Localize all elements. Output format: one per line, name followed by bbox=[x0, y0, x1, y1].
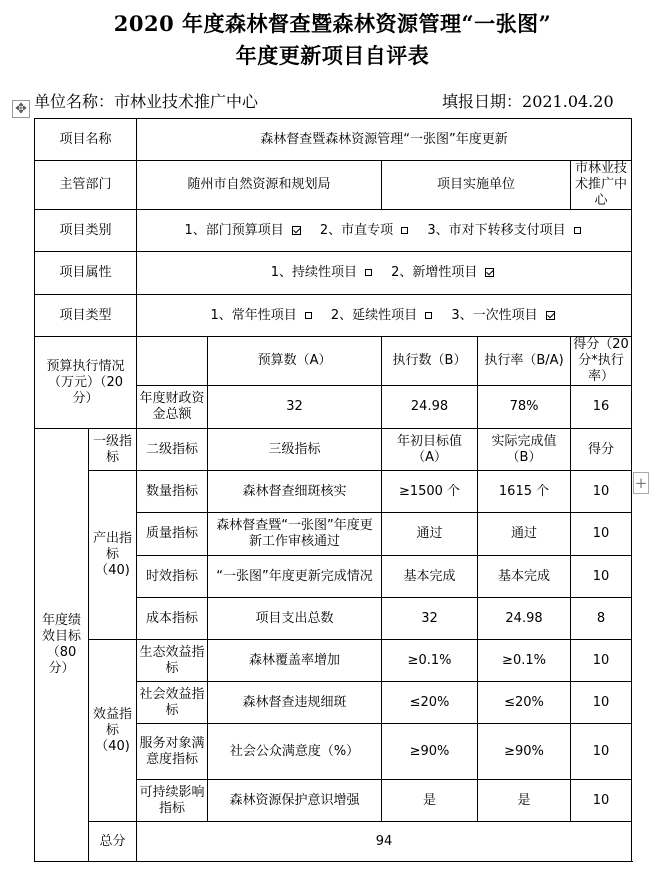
indicator-l2: 社会效益指标 bbox=[137, 682, 208, 724]
checked-box-icon[interactable] bbox=[546, 311, 555, 320]
indicator-score: 10 bbox=[571, 513, 632, 556]
indicator-target: ≥90% bbox=[382, 724, 478, 780]
indicator-score: 10 bbox=[571, 682, 632, 724]
date-info bbox=[442, 89, 614, 112]
type-option-3-text: 3、一次性项目 bbox=[451, 307, 538, 323]
indicator-target: ≥0.1% bbox=[382, 640, 478, 682]
indicator-l3: 社会公众满意度（%） bbox=[208, 724, 382, 780]
plus-icon[interactable]: + bbox=[634, 474, 648, 492]
indicator-score: 10 bbox=[571, 780, 632, 822]
impl-unit-value: 市林业技术推广中心 bbox=[571, 161, 632, 210]
perf-header-score: 得分 bbox=[571, 429, 632, 471]
checkbox-icon[interactable] bbox=[425, 312, 432, 319]
category-options bbox=[137, 210, 632, 252]
indicator-target: ≥1500 个 bbox=[382, 471, 478, 513]
project-name-row bbox=[35, 119, 632, 161]
type-option-1[interactable] bbox=[210, 308, 314, 324]
indicator-actual: ≤20% bbox=[478, 682, 571, 724]
budget-header-row bbox=[35, 337, 632, 386]
category-option-3-text: 3、市对下转移支付项目 bbox=[427, 222, 566, 238]
indicator-target: ≤20% bbox=[382, 682, 478, 724]
department-value: 随州市自然资源和规划局 bbox=[137, 161, 382, 210]
type-row bbox=[35, 295, 632, 337]
indicator-actual: ≥90% bbox=[478, 724, 571, 780]
indicator-l3: 森林督查细斑核实 bbox=[208, 471, 382, 513]
indicator-l3: 森林覆盖率增加 bbox=[208, 640, 382, 682]
category-option-2-text: 2、市直专项 bbox=[319, 222, 394, 238]
budget-header-a: 预算数（A） bbox=[208, 337, 382, 386]
budget-row-label: 年度财政资金总额 bbox=[137, 386, 208, 429]
indicator-score: 10 bbox=[571, 471, 632, 513]
type-option-2-text: 2、延续性项目 bbox=[330, 307, 418, 323]
total-value: 94 bbox=[137, 822, 632, 862]
perf-header-actual: 实际完成值（B） bbox=[478, 429, 571, 471]
indicator-target: 基本完成 bbox=[382, 556, 478, 598]
date-value: 2021.04.20 bbox=[522, 92, 614, 111]
indicator-l2: 时效指标 bbox=[137, 556, 208, 598]
indicator-l2: 成本指标 bbox=[137, 598, 208, 640]
checked-box-icon[interactable] bbox=[485, 268, 494, 277]
total-row bbox=[35, 822, 632, 862]
checkbox-icon[interactable] bbox=[401, 227, 408, 234]
type-option-1-text: 1、常年性项目 bbox=[210, 307, 297, 323]
indicator-l2: 可持续影响指标 bbox=[137, 780, 208, 822]
indicator-actual: 基本完成 bbox=[478, 556, 571, 598]
attribute-label: 项目属性 bbox=[35, 252, 137, 295]
category-option-3[interactable] bbox=[427, 223, 583, 239]
type-option-2[interactable] bbox=[331, 308, 435, 324]
indicator-score: 10 bbox=[571, 724, 632, 780]
budget-blank-cell bbox=[137, 337, 208, 386]
move-handle-icon[interactable]: ✥ bbox=[12, 100, 30, 118]
effect-group-label: 效益指标（40) bbox=[89, 640, 137, 822]
type-options bbox=[137, 295, 632, 337]
unit-label: 单位名称： bbox=[34, 92, 115, 111]
attribute-option-1[interactable] bbox=[271, 265, 375, 281]
total-label: 总分 bbox=[89, 822, 137, 862]
table-row bbox=[35, 471, 632, 513]
indicator-actual: 24.98 bbox=[478, 598, 571, 640]
unit-value: 市林业技术推广中心 bbox=[114, 92, 259, 111]
indicator-l3: “一张图”年度更新完成情况 bbox=[208, 556, 382, 598]
indicator-target: 通过 bbox=[382, 513, 478, 556]
category-row bbox=[35, 210, 632, 252]
attribute-option-2-text: 2、新增性项目 bbox=[391, 265, 478, 280]
category-option-1[interactable] bbox=[184, 223, 303, 239]
checkbox-icon[interactable] bbox=[365, 269, 372, 276]
attribute-row bbox=[35, 252, 632, 295]
table-row bbox=[35, 640, 632, 682]
department-label: 主管部门 bbox=[35, 161, 137, 210]
budget-value-a: 32 bbox=[208, 386, 382, 429]
checked-box-icon[interactable] bbox=[292, 226, 301, 235]
budget-header-rate: 执行率（B/A) bbox=[478, 337, 571, 386]
indicator-target: 32 bbox=[382, 598, 478, 640]
budget-value-rate: 78% bbox=[478, 386, 571, 429]
indicator-actual: 是 bbox=[478, 780, 571, 822]
performance-header-row bbox=[35, 429, 632, 471]
budget-header-b: 执行数（B） bbox=[382, 337, 478, 386]
indicator-actual: ≥0.1% bbox=[478, 640, 571, 682]
category-option-2[interactable] bbox=[320, 223, 411, 239]
performance-label: 年度绩效目标（80 分） bbox=[35, 429, 89, 862]
perf-header-l2: 二级指标 bbox=[137, 429, 208, 471]
indicator-actual: 1615 个 bbox=[478, 471, 571, 513]
indicator-l3: 项目支出总数 bbox=[208, 598, 382, 640]
department-row bbox=[35, 161, 632, 210]
budget-label: 预算执行情况（万元）（20 分） bbox=[35, 337, 137, 429]
category-option-1-text: 1、部门预算项目 bbox=[184, 222, 284, 238]
perf-header-l3: 三级指标 bbox=[208, 429, 382, 471]
form-title-line2: 年度更新项目自评表 bbox=[235, 43, 430, 68]
date-label: 填报日期： bbox=[442, 92, 523, 111]
indicator-score: 8 bbox=[571, 598, 632, 640]
output-group-label: 产出指标（40) bbox=[89, 471, 137, 640]
indicator-l2: 服务对象满意度指标 bbox=[137, 724, 208, 780]
budget-value-b: 24.98 bbox=[382, 386, 478, 429]
form-title-line1: 2020 年度森林督查暨森林资源管理“一张图” bbox=[113, 11, 552, 36]
self-evaluation-table bbox=[34, 118, 632, 862]
indicator-score: 10 bbox=[571, 640, 632, 682]
perf-header-target: 年初目标值（A） bbox=[382, 429, 478, 471]
indicator-target: 是 bbox=[382, 780, 478, 822]
budget-header-score: 得分（20 分*执行率） bbox=[571, 337, 632, 386]
project-name-label: 项目名称 bbox=[35, 119, 137, 161]
type-option-3[interactable] bbox=[451, 308, 557, 324]
unit-info bbox=[34, 89, 258, 112]
budget-value-score: 16 bbox=[571, 386, 632, 429]
checkbox-icon[interactable] bbox=[305, 312, 312, 319]
indicator-l3: 森林督查暨“一张图”年度更新工作审核通过 bbox=[208, 513, 382, 556]
indicator-l3: 森林督查违规细斑 bbox=[208, 682, 382, 724]
attribute-option-1-text: 1、持续性项目 bbox=[270, 265, 357, 280]
attribute-options bbox=[137, 252, 632, 295]
indicator-score: 10 bbox=[571, 556, 632, 598]
indicator-l3: 森林资源保护意识增强 bbox=[208, 780, 382, 822]
impl-unit-label: 项目实施单位 bbox=[382, 161, 571, 210]
category-label: 项目类别 bbox=[35, 210, 137, 252]
indicator-l2: 质量指标 bbox=[137, 513, 208, 556]
attribute-option-2[interactable] bbox=[391, 265, 497, 281]
indicator-actual: 通过 bbox=[478, 513, 571, 556]
indicator-l2: 数量指标 bbox=[137, 471, 208, 513]
perf-header-l1: 一级指标 bbox=[89, 429, 137, 471]
type-label: 项目类型 bbox=[35, 295, 137, 337]
project-name-value: 森林督查暨森林资源管理“一张图”年度更新 bbox=[137, 119, 632, 161]
checkbox-icon[interactable] bbox=[574, 227, 581, 234]
indicator-l2: 生态效益指标 bbox=[137, 640, 208, 682]
